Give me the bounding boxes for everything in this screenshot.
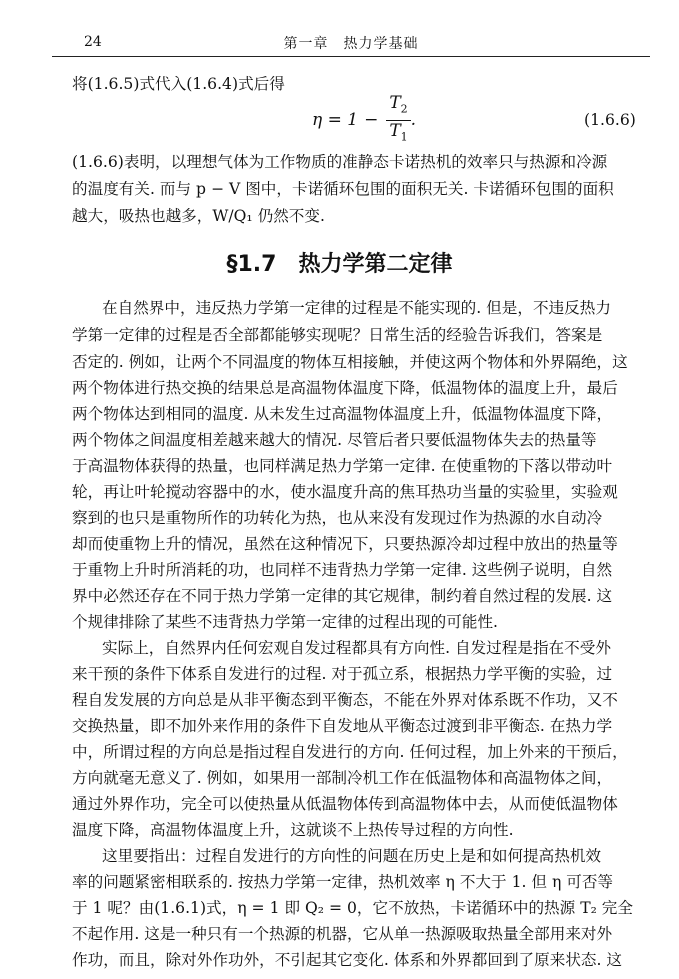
text-line: 温度下降，高温物体温度上升，这就谈不上热传导过程的方向性. [72,821,514,839]
text-line: 学第一定律的过程是否全部都能够实现呢？日常生活的经验告诉我们，答案是 [72,326,603,344]
text-line: 率的问题紧密相联系的. 按热力学第一定律，热机效率 η 不大于 1. 但 η 可否等 [72,873,614,891]
equation-number: (1.6.6) [584,111,636,129]
equation-period: . [410,110,417,130]
equation-fraction [386,93,410,147]
text-line: 却而使重物上升的情况，虽然在这种情况下，只要热源冷却过程中放出的热量等 [72,535,618,553]
text-line: 在自然界中，违反热力学第一定律的过程是不能实现的. 但是，不违反热力 [102,299,611,317]
text-line: 这里要指出：过程自发进行的方向性的问题在历史上是和如何提高热机效 [102,847,602,865]
section-heading: §1.7 热力学第二定律 [226,252,453,277]
text-line: 轮，再让叶轮搅动容器中的水，使水温度升高的焦耳热功当量的实验里，实验观 [72,483,618,501]
text-line: 不起作用. 这是一种只有一个热源的机器，它从单一热源吸取热量全部用来对外 [72,925,613,943]
equation-lhs: η = 1 [312,110,359,130]
text-line: 个规律排除了某些不违背热力学第一定律的过程出现的可能性. [72,613,498,631]
text-line: 来干预的条件下体系自发进行的过程. 对于孤立系，根据热力学平衡的实验，过 [72,665,613,683]
running-head: 第一章 热力学基础 [283,36,419,52]
text-line: 作功，而且，除对外作功外，不引起其它变化. 体系和外界都回到了原来状态. 这 [72,951,623,969]
text-line: 察到的也只是重物所作的功转化为热，也从来没有发现过作为热源的水自动冷 [72,509,603,527]
text-line: 中，所谓过程的方向总是指过程自发进行的方向. 任何过程，加上外来的干预后， [72,743,628,761]
text-line: 的温度有关. 而与 p − V 图中，卡诺循环包围的面积无关. 卡诺循环包围的面积 [72,180,614,198]
text-line: (1.6.6)表明，以理想气体为工作物质的准静态卡诺热机的效率只与热源和冷源 [72,153,608,171]
page-number: 24 [84,34,102,50]
equation-minus: − [364,110,379,130]
text-line: 于重物上升时所消耗的功，也同样不违背热力学第一定律. 这些例子说明，自然 [72,561,613,579]
text-line: 两个物体之间温度相差越来越大的情况. 尽管后者只要低温物体失去的热量等 [72,431,597,449]
text-line: 两个物体进行热交换的结果总是高温物体温度下降，低温物体的温度上升，最后 [72,379,618,397]
text-line: 否定的. 例如，让两个不同温度的物体互相接触，并使这两个物体和外界隔绝，这 [72,353,628,371]
text-line: 方向就毫无意义了. 例如，如果用一部制冷机工作在低温物体和高温物体之间， [72,769,613,787]
text-line: 于高温物体获得的热量，也同样满足热力学第一定律. 在使重物的下落以带动叶 [72,457,613,475]
text-line: 交换热量，即不加外来作用的条件下自发地从平衡态过渡到非平衡态. 在热力学 [72,717,613,735]
fraction-numerator: $T_2$ [386,93,410,120]
text-line: 越大，吸热也越多，W/Q₁ 仍然不变. [72,207,325,225]
page-header [52,30,650,57]
fraction-denominator: $T_1$ [389,120,408,143]
text-line: 实际上，自然界内任何宏观自发过程都具有方向性. 自发过程是指在不受外 [102,639,611,657]
text-line: 界中必然还存在不同于热力学第一定律的其它规律，制约着自然过程的发展. 这 [72,587,613,605]
text-line: 程自发发展的方向总是从非平衡态到平衡态，不能在外界对体系既不作功，又不 [72,691,618,709]
text-line: 两个物体达到相同的温度. 从未发生过高温物体温度上升，低温物体温度下降， [72,405,613,423]
equation-1-6-6 [312,93,417,143]
text-line: 于 1 呢？由(1.6.1)式，η = 1 即 Q₂ = 0，它不放热，卡诺循环中的热源 T₂ 完全 [72,899,633,917]
intro-line: 将(1.6.5)式代入(1.6.4)式后得 [72,75,285,93]
text-line: 通过外界作功，完全可以使热量从低温物体传到高温物体中去，从而使低温物体 [72,795,618,813]
